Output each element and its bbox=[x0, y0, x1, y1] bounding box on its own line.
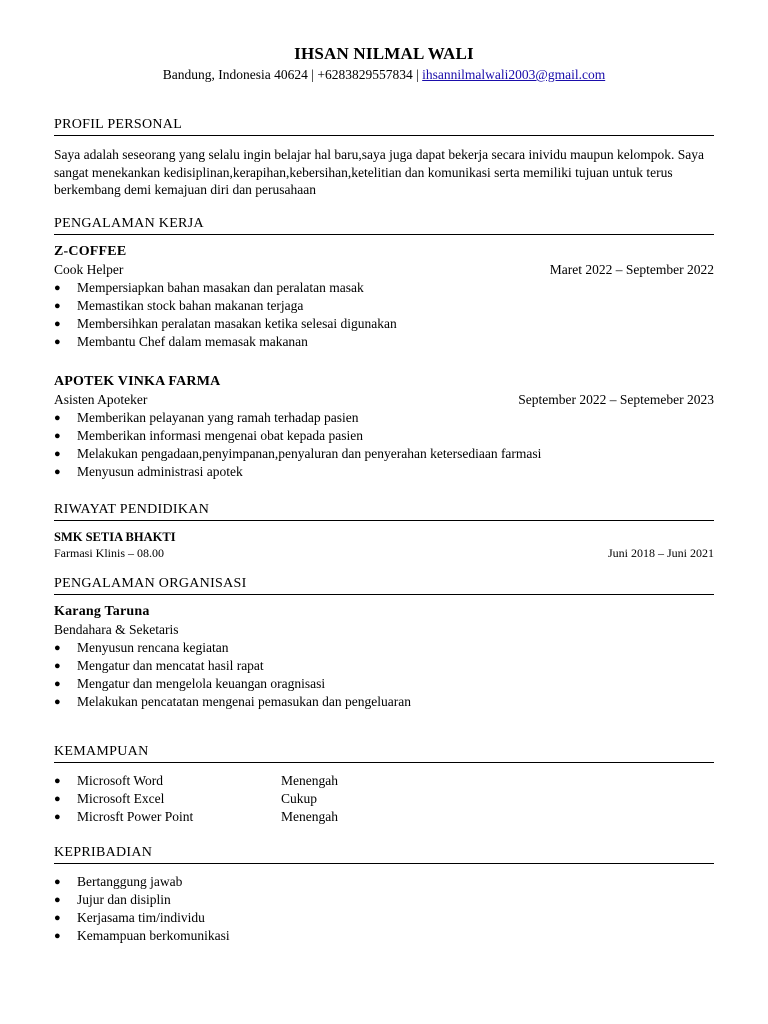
skill-level: Menengah bbox=[281, 808, 338, 824]
list-item: ● Kemampuan berkomunikasi bbox=[54, 927, 714, 945]
job-period: September 2022 – Septemeber 2023 bbox=[518, 391, 714, 407]
list-item: ● Membantu Chef dalam memasak makanan bbox=[54, 333, 714, 351]
job-row bbox=[54, 261, 714, 279]
job-company: APOTEK VINKA FARMA bbox=[54, 373, 221, 389]
personality-list bbox=[54, 873, 714, 945]
skill-level: Cukup bbox=[281, 790, 318, 806]
education-major: Farmasi Klinis – 08.00 bbox=[54, 545, 164, 560]
organization-role bbox=[54, 621, 714, 639]
education-period: Juni 2018 – Juni 2021 bbox=[607, 545, 714, 560]
list-item: ● Mengatur dan mencatat hasil rapat bbox=[54, 657, 714, 675]
skill-level: Menengah bbox=[281, 772, 338, 788]
section-title-experience: PENGALAMAN KERJA bbox=[54, 215, 714, 235]
skill-item bbox=[54, 808, 714, 826]
skills-list bbox=[54, 772, 714, 826]
job-row bbox=[54, 391, 714, 409]
organization-role-text: Bendahara & Seketaris bbox=[54, 621, 179, 637]
list-item: ● Mempersiapkan bahan masakan dan peralatan masak bbox=[54, 279, 714, 297]
skill-item bbox=[54, 772, 714, 790]
list-item: ● Menyusun rencana kegiatan bbox=[54, 639, 714, 657]
list-item: ● Melakukan pengadaan,penyimpanan,penyaluran dan penyerahan ketersediaan farmasi bbox=[54, 445, 714, 463]
list-item: ● Mengatur dan mengelola keuangan oragnisasi bbox=[54, 675, 714, 693]
organization-duties bbox=[54, 639, 714, 711]
list-item: ● Melakukan pencatatan mengenai pemasukan dan pengeluaran bbox=[54, 693, 714, 711]
job-duties bbox=[54, 409, 714, 481]
list-item: ● Menyusun administrasi apotek bbox=[54, 463, 714, 481]
job-role: Cook Helper bbox=[54, 261, 124, 277]
list-item: ● Memastikan stock bahan makanan terjaga bbox=[54, 297, 714, 315]
job-period: Maret 2022 – September 2022 bbox=[549, 261, 714, 277]
list-item: ● Membersihkan peralatan masakan ketika selesai digunakan bbox=[54, 315, 714, 333]
cv-name: IHSAN NILMAL WALI bbox=[294, 44, 474, 63]
email-link[interactable]: ihsannilmalwali2003@gmail.com bbox=[422, 67, 606, 82]
profile-text: Saya adalah seseorang yang selalu ingin belajar hal baru,saya juga dapat bekerja secara inividu maupun kelompok. Saya sangat menekankan kedisiplinan,kerapihan,kebersihan,ketelitian dan komunikasi serta memiliki tujuan untuk terus berkembang demi kemajuan diri dan perusahaan bbox=[54, 147, 705, 197]
list-item: ● Kerjasama tim/individu bbox=[54, 909, 714, 927]
section-title-profile: PROFIL PERSONAL bbox=[54, 116, 714, 136]
skill-item bbox=[54, 790, 714, 808]
job-duties bbox=[54, 279, 714, 351]
skill-name: ● Microsoft Word bbox=[77, 772, 164, 788]
education-row bbox=[54, 545, 714, 561]
contact-info: Bandung, Indonesia 40624 | +6283829557834 | bbox=[162, 67, 423, 82]
skill-name: ● Microsft Power Point bbox=[77, 808, 194, 824]
contact-line bbox=[54, 66, 714, 84]
cv-page bbox=[54, 44, 714, 945]
list-item: ● Bertanggung jawab bbox=[54, 873, 714, 891]
job-entry bbox=[54, 243, 714, 351]
section-title-organization: PENGALAMAN ORGANISASI bbox=[54, 575, 714, 595]
list-item: ● Memberikan informasi mengenai obat kepada pasien bbox=[54, 427, 714, 445]
section-title-education: RIWAYAT PENDIDIKAN bbox=[54, 501, 714, 521]
organization-name: Karang Taruna bbox=[54, 603, 150, 619]
list-item: ● Jujur dan disiplin bbox=[54, 891, 714, 909]
school-name: SMK SETIA BHAKTI bbox=[54, 529, 176, 544]
job-role: Asisten Apoteker bbox=[54, 391, 148, 407]
job-entry bbox=[54, 373, 714, 481]
section-title-personality: KEPRIBADIAN bbox=[54, 844, 714, 864]
section-title-skills: KEMAMPUAN bbox=[54, 743, 714, 763]
list-item: ● Memberikan pelayanan yang ramah terhadap pasien bbox=[54, 409, 714, 427]
skill-name: ● Microsoft Excel bbox=[77, 790, 165, 806]
job-company: Z-COFFEE bbox=[54, 243, 127, 259]
